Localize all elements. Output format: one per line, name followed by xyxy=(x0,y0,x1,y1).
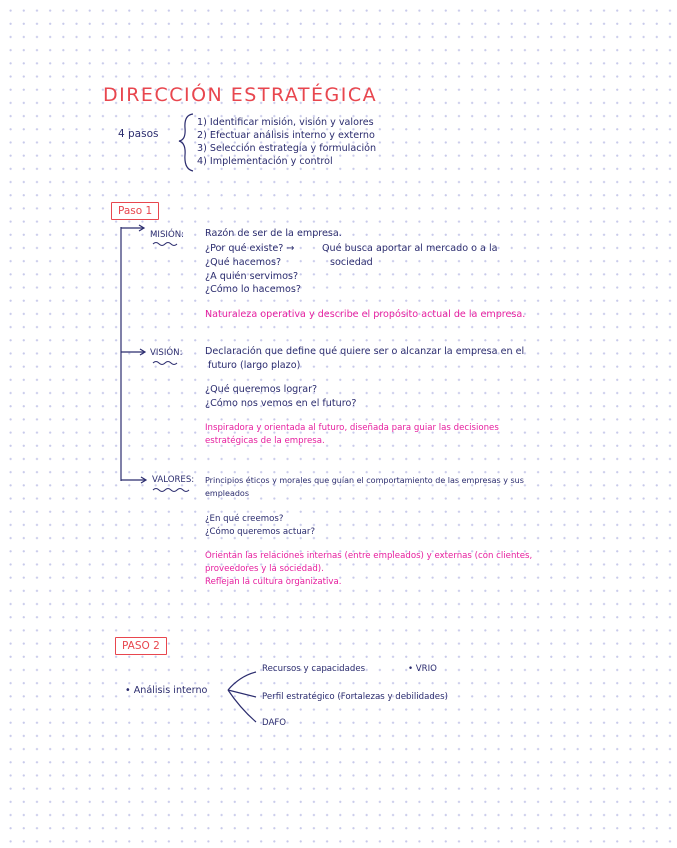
mision-question-3: ¿A quién servimos? xyxy=(205,271,299,282)
paso2-branch-2: Perfil estratégico (Fortalezas y debilidades) xyxy=(262,692,448,702)
paso2-branch-1-line xyxy=(228,672,256,690)
vision-question-1: ¿Qué queremos lograr? xyxy=(205,384,318,395)
vision-definition-1: Declaración que define qué quiere ser o alcanzar la empresa en el xyxy=(205,346,525,357)
paso2-branch-3: DAFO xyxy=(262,718,287,728)
paso2-branch-2-line xyxy=(228,690,256,697)
mision-label: MISIÓN: xyxy=(150,230,185,240)
valores-definition-2: empleados xyxy=(205,489,249,498)
mision-question-1-answer-cont: sociedad xyxy=(330,257,373,268)
vision-squiggle-icon xyxy=(153,362,177,365)
valores-summary-3: Reflejan la cultura organizativa. xyxy=(205,577,342,587)
intro-step-2: 2) Efectuar análisis interno y externo xyxy=(197,130,375,141)
valores-summary-2: proveedores y la sociedad). xyxy=(205,564,324,574)
paso2-branch-1-note: • VRIO xyxy=(408,664,437,674)
intro-label: 4 pasos xyxy=(118,128,159,140)
valores-question-1: ¿En qué creemos? xyxy=(205,514,284,524)
mision-question-4: ¿Cómo lo hacemos? xyxy=(205,284,301,295)
valores-label: VALORES: xyxy=(152,475,195,485)
intro-step-3: 3) Selección estrategia y formulación xyxy=(197,143,377,154)
mision-question-2: ¿Qué hacemos? xyxy=(205,257,282,268)
valores-summary-1: Orientan las relaciones internas (entre empleados) y externas (con clientes, xyxy=(205,551,533,561)
mision-squiggle-icon xyxy=(153,243,177,246)
intro-step-1: 1) Identificar misión, visión y valores xyxy=(197,117,374,128)
mision-definition: Razón de ser de la empresa. xyxy=(205,228,342,239)
intro-steps-list xyxy=(197,116,376,168)
mision-question-1: ¿Por qué existe? → xyxy=(205,243,295,254)
paso2-branch-3-line xyxy=(228,690,256,722)
mision-question-1-answer: Qué busca aportar al mercado o a la xyxy=(322,243,498,254)
intro-brace-icon xyxy=(179,114,193,171)
vision-label: VISIÓN: xyxy=(150,348,183,358)
valores-squiggle-icon xyxy=(153,489,189,492)
page-title: DIRECCIÓN ESTRATÉGICA xyxy=(103,84,378,106)
vision-summary-1: Inspiradora y orientada al futuro, diseñada para guiar las decisiones xyxy=(205,423,499,433)
paso1-badge: Paso 1 xyxy=(111,202,159,220)
valores-question-2: ¿Cómo queremos actuar? xyxy=(205,527,316,537)
vision-question-2: ¿Cómo nos vemos en el futuro? xyxy=(205,398,357,409)
vision-summary-2: estratégicas de la empresa. xyxy=(205,436,325,446)
mision-summary: Naturaleza operativa y describe el propósito actual de la empresa. xyxy=(205,309,526,320)
paso2-root: • Análisis interno xyxy=(125,685,208,696)
paso2-badge: PASO 2 xyxy=(115,637,167,655)
valores-definition-1: Principios éticos y morales que guían el comportamiento de las empresas y sus xyxy=(205,476,524,485)
intro-step-4: 4) Implementación y control xyxy=(197,156,333,167)
vision-definition-2: futuro (largo plazo) xyxy=(208,360,301,371)
paso2-branch-1: Recursos y capacidades xyxy=(262,664,366,674)
